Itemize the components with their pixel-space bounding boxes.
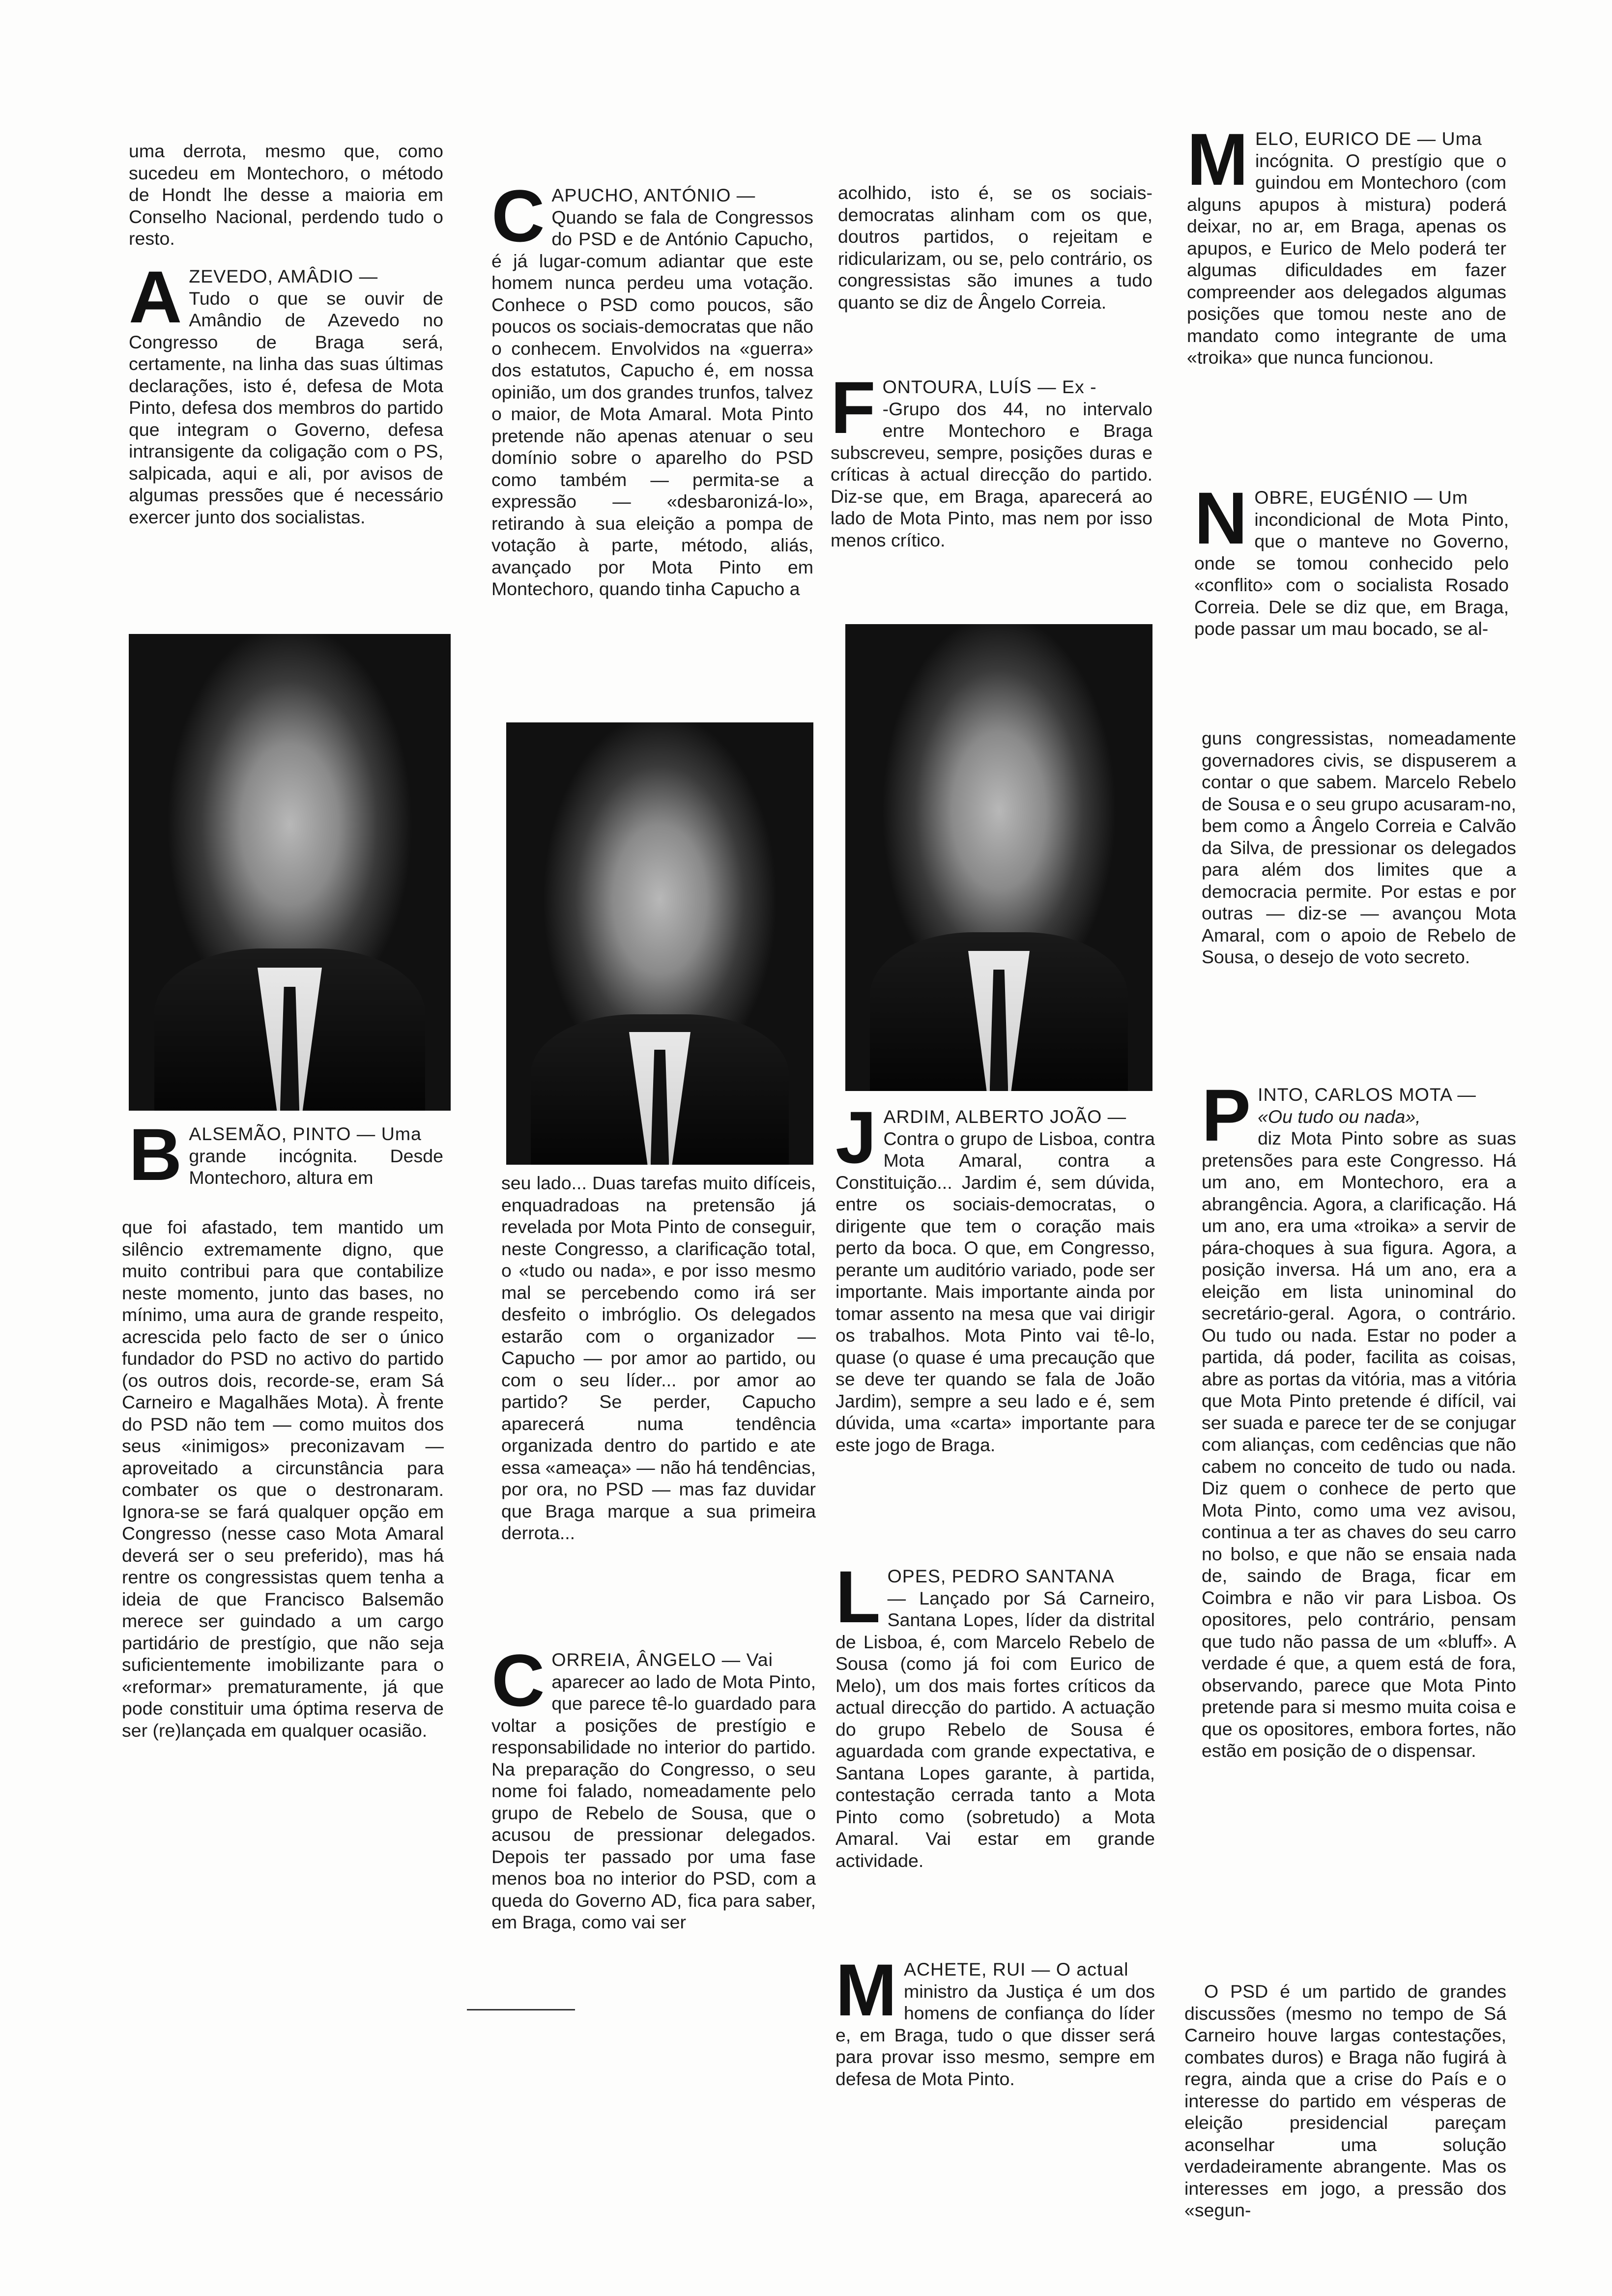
article-heading: ELO, EURICO DE — Uma <box>1255 128 1482 149</box>
article-body: aparecer ao lado de Mota Pinto, que parece tê-lo guardado para voltar a posições de prestígio e responsabilidade no interior do partido. Na preparação do Congresso, o seu nome foi falado, nomeadamente pelo grupo de Rebelo de Sousa, que o acusou de pressionar delegados. Depois ter passado por uma fase menos boa no interior do PSD, com a queda do Governo AD, fica para saber, em Braga, como vai ser <box>491 1671 816 1932</box>
article-body: -Grupo dos 44, no intervalo entre Montechoro e Braga subscreveu, sempre, posições duras e críticas à actual direcção do partido. Diz-se que, em Braga, aparecerá ao lado de Mota Pinto, mas nem por isso menos crítico. <box>831 398 1152 550</box>
drop-cap: C <box>491 174 545 257</box>
article-body: incógnita. O prestígio que o guindou em Montechoro (com alguns apupos à mistura) poderá deixar, no ar, em Braga, apenas os apupos, e Eurico de Melo poderá ter algumas dificuldades em fazer compreender aos delegados algumas posições que tomou neste ano de mandato como integrante de uma «troika» que nunca funcionou. <box>1187 150 1506 368</box>
article-pinto <box>1202 1074 1516 1762</box>
article-heading: ACHETE, RUI — O actual <box>903 1959 1129 1980</box>
article-body: Tudo o que se ouvir de Amândio de Azevedo no Congresso de Braga será, certamente, na linha das suas últimas declarações, isto é, defesa de Mota Pinto, defesa dos membros do partido que integram o Governo, defesa intransigente da coligação com o PS, salpicada, aqui e ali, por avisos de algumas pressões que é necessário exercer junto dos socialistas. <box>129 287 443 527</box>
article-heading: ZEVEDO, AMÂDIO — <box>189 266 378 287</box>
article-closing: O PSD é um partido de grandes discussões (mesmo no tempo de Sá Carneiro houve largas contestações, combates duros) e Braga não fugirá à regra, ainda que a crise do País e o interesse do partido em vésperas de eleição presidencial pareçam aconselhar uma solução verdadeiramente abrangente. Mas os interesses em jogo, a pressão dos «segun- <box>1184 1981 1506 2220</box>
article-body: incondicional de Mota Pinto, que o manteve no Governo, onde se tomou conhecido pelo «conflito» com o socialista Rosado Correia. Dele se diz que, em Braga, pode passar um mau bocado, se al- <box>1194 509 1509 639</box>
article-quote: «Ou tudo ou nada», <box>1258 1106 1421 1127</box>
photo-balsemao-portrait <box>129 634 451 1111</box>
drop-cap: A <box>129 256 182 338</box>
article-heading: OPES, PEDRO SANTANA <box>887 1566 1115 1586</box>
drop-cap: F <box>831 366 876 449</box>
article-body: grande incógnita. Desde Montechoro, altura em <box>189 1145 443 1188</box>
article-heading: OBRE, EUGÉNIO — Um <box>1254 487 1468 508</box>
article-heading: INTO, CARLOS MOTA — <box>1258 1084 1476 1105</box>
article-azevedo <box>129 256 443 528</box>
article-nobre-continued: guns congressistas, nomeadamente governadores civis, se dispuserem a contar o que sabem. Marcelo Rebelo de Sousa e o seu grupo acusaram-no, bem como a Ângelo Correia e Calvão da Silva, de pressionar os delegados para além dos limites que a democracia permite. Por estas e por outras — diz-se — avançou Mota Amaral, com o apoio de Rebelo de Sousa, o desejo de voto secreto. <box>1202 728 1516 967</box>
article-fontoura <box>831 366 1152 551</box>
drop-cap: J <box>835 1096 877 1178</box>
article-body: diz Mota Pinto sobre as suas pretensões para este Congresso. Há um ano, em Montechoro, era a abrangência. Agora, a clarificação. Há um ano, era uma «troika» a servir de pára-choques à sua figura. Agora, a posição inversa. Há um ano, era a eleição em lista uninominal do secretário-geral. Agora, o contrário. Ou tudo ou nada. Estar no poder a partida, dá poder, facilita as coisas, abre as portas da vitória, mas a vitória que Mota Pinto pretende é difícil, vai ser suada e parece ter de se conjugar com alianças, com cedências que não cabem no conceito de tudo ou nada. Diz quem o conhece de perto que Mota Pinto, como uma vez avisou, continua a ter as chaves do seu carro no bolso, e que não se ensaia nada de, saindo de Braga, ficar em Coimbra e não vir para Lisboa. Os opositores, pelo contrário, pensam que tudo não passa de um «bluff». A verdade é que, a quem está de fora, observando, parece que Mota Pinto pretende para si mesmo muita coisa e que os opositores, embora fortes, não estão em posição de o dispensar. <box>1202 1128 1516 1761</box>
article-heading: ALSEMÃO, PINTO — Uma <box>189 1123 422 1144</box>
article-intro: uma derrota, mesmo que, como sucedeu em Montechoro, o método de Hondt lhe desse a maioria em Conselho Nacional, perdendo tudo o resto. <box>129 141 443 249</box>
article-heading: ONTOURA, LUÍS — Ex - <box>882 376 1097 397</box>
drop-cap: M <box>835 1949 897 2031</box>
article-heading: APUCHO, ANTÓNIO — <box>551 185 756 205</box>
article-melo <box>1187 118 1506 369</box>
article-balsemao-continued: que foi afastado, tem mantido um silêncio extremamente digno, que muito contribui para que contabilize neste momento, junto das bases, no mínimo, uma aura de grande respeito, acrescida pelo facto de ser o único fundador do PSD no activo do partido (os outros dois, recorde-se, eram Sá Carneiro e Magalhães Mota). À frente do PSD não tem — como muitos dos seus «inimigos» preconizavam — aproveitado a circunstância para combater os que o destronaram. Ignora-se se fará qualquer opção em Congresso (nesse caso Mota Amaral deverá ser o seu preferido), mas há rentre os congressistas quem tenha a ideia de que Francisco Balsemão merece ser guindado a um cargo partidário de prestígio, que não seja suficientemente imobilizante para o «reformar» prematuramente, já que pode constituir uma óptima reserva de ser (re)lançada em qualquer ocasião. <box>122 1217 444 1741</box>
article-heading: ORREIA, ÂNGELO — Vai <box>551 1649 773 1670</box>
drop-cap: P <box>1202 1074 1251 1156</box>
article-body: — Lançado por Sá Carneiro, Santana Lopes, líder da distrital de Lisboa, é, com Marcelo Rebelo de Sousa (como já foi com Eurico de Melo), um dos mais fortes críticos da actual direcção do partido. A actuação do grupo Rebelo de Sousa é aguardada com grande expectativa, e Santana Lopes garante, à partida, contestação cerrada tanto a Mota Pinto como (sobretudo) a Mota Amaral. Vai estar em grande actividade. <box>835 1587 1155 1871</box>
article-nobre <box>1194 477 1509 640</box>
column-rule <box>467 2009 575 2010</box>
article-body: Contra o grupo de Lisboa, contra Mota Amaral, contra a Constituição... Jardim é, sem dúvida, entre os sociais-democratas, o dirigente que tem o coração mais perto da boca. O que, em Congresso, perante um auditório variado, pode ser importante. Mais importante ainda por tomar assento na mesa que vai dirigir os trabalhos. Mota Pinto vai tê-lo, quase (o quase é uma precaução que se deve ter quando se fala de João Jardim), sempre a seu lado e é, sem dúvida, uma «carta» importante para este jogo de Braga. <box>835 1128 1155 1455</box>
article-machete <box>835 1949 1155 2090</box>
drop-cap: N <box>1194 477 1248 559</box>
article-capucho <box>491 174 813 600</box>
drop-cap: M <box>1187 118 1248 201</box>
article-jardim <box>835 1096 1155 1456</box>
article-correia-continued: acolhido, isto é, se os sociais-democratas alinham com os que, doutros partidos, o rejeitam e ridicularizam, ou se, pelo contrário, os congressistas são imunes a tudo quanto se diz de Ângelo Correia. <box>838 182 1152 313</box>
article-lopes <box>835 1555 1155 1871</box>
photo-capucho-portrait <box>506 722 813 1165</box>
article-heading: ARDIM, ALBERTO JOÃO — <box>883 1106 1127 1127</box>
photo-fontoura-portrait <box>845 624 1152 1091</box>
article-capucho-continued: seu lado... Duas tarefas muito difíceis, enquadradoas na pretensão já revelada por Mota Pinto de conseguir, neste Congresso, a clarificação total, o «tudo ou nada», e por isso mesmo mal se percebendo como irá ser desfeito o imbróglio. Os delegados estarão com o organizador — Capucho — por amor ao partido, ou com o seu líder... por amor ao partido? Se perder, Capucho aparecerá numa tendência organizada dentro do partido e ate essa «ameaça» — não há tendências, por ora, no PSD — mas faz duvidar que Braga marque a sua primeira derrota... <box>501 1173 816 1543</box>
article-body: Quando se fala de Congressos do PSD e de António Capucho, é já lugar-comum adiantar que este homem nunca perdeu uma votação. Conhece o PSD como poucos, são poucos os sociais-democratas que não o conhecem. Envolvidos na «guerra» dos estatutos, Capucho é, em nossa opinião, um dos grandes trunfos, talvez o maior, de Mota Amaral. Mota Pinto pretende não apenas atenuar o seu domínio sobre o aparelho do PSD como também — permita-se a expressão — «desbaronizá-lo», retirando à sua eleição a pompa de votação à parte, método, aliás, avançado por Mota Pinto em Montechoro, quando tinha Capucho a <box>491 206 813 599</box>
drop-cap: C <box>491 1639 545 1722</box>
article-correia <box>491 1639 816 1933</box>
drop-cap: B <box>129 1113 182 1196</box>
drop-cap: L <box>835 1555 881 1638</box>
article-balsemao <box>129 1113 443 1196</box>
article-body: ministro da Justiça é um dos homens de confiança do líder e, em Braga, tudo o que disser será para provar isso mesmo, sempre em defesa de Mota Pinto. <box>835 1980 1155 2089</box>
